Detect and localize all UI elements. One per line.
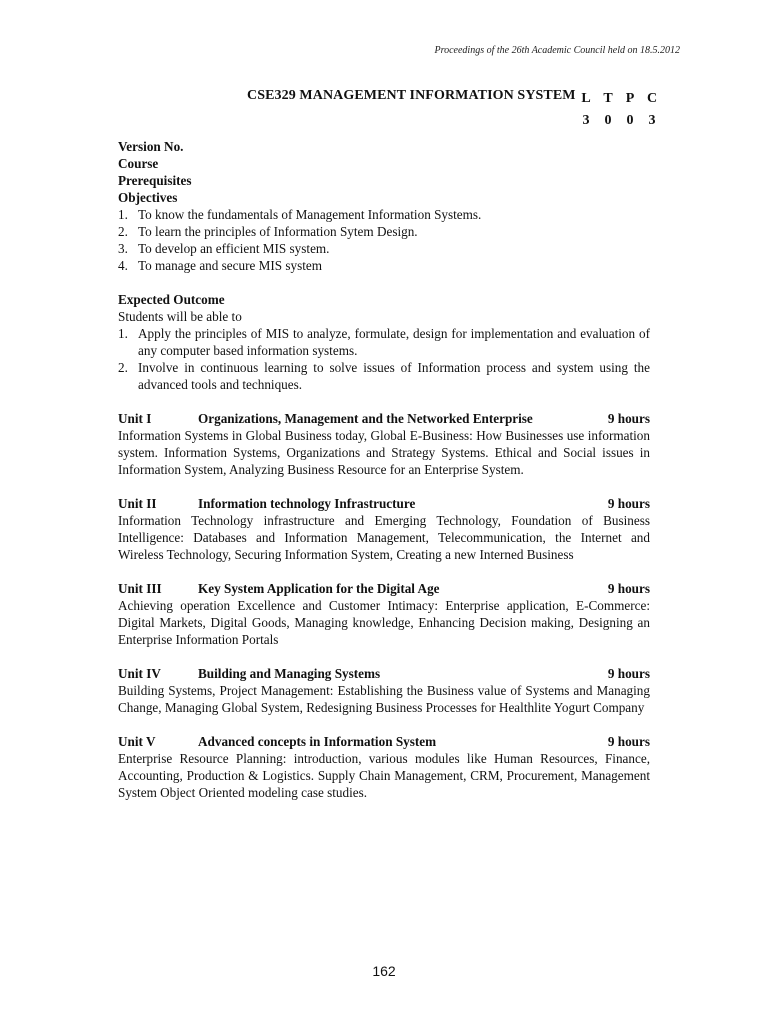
list-item-text: To manage and secure MIS system [138, 258, 323, 273]
list-item-number: 4. [118, 258, 128, 273]
outcome-list [118, 325, 650, 393]
ltpc-value-t: 0 [604, 113, 612, 128]
list-item-number: 3. [118, 241, 128, 256]
objectives-heading: Objectives [118, 190, 178, 205]
unit-hours: 9 hours [607, 666, 650, 681]
unit-heading [118, 580, 650, 597]
unit-title: Information technology Infrastructure [198, 496, 416, 511]
unit-hours: 9 hours [607, 581, 650, 596]
unit-description: Information Systems in Global Business today, Global E-Business: How Businesses use information system. Information Systems, Organizations and Strategy Systems. Ethical and Social issues in Information System, Analyzing Business Resource for an Enterprise System. [118, 428, 650, 477]
unit-hours: 9 hours [607, 411, 650, 426]
unit-title: Building and Managing Systems [198, 666, 381, 681]
ltpc-label-l: L [581, 91, 591, 106]
list-item-text: To know the fundamentals of Management Information Systems. [138, 207, 482, 222]
unit-description: Achieving operation Excellence and Customer Intimacy: Enterprise application, E-Commerce: Digital Markets, Digital Goods, Managing knowledge, Enhancing Decision making, Designing an Enterprise Information Portals [118, 598, 650, 647]
list-item-text: Involve in continuous learning to solve issues of Information process and system using the advanced tools and techniques. [138, 360, 650, 392]
prerequisites-label: Prerequisites [118, 173, 192, 188]
unit-label: Unit IV [118, 666, 161, 681]
section-spacer [118, 274, 650, 291]
list-item-text: Apply the principles of MIS to analyze, formulate, design for implementation and evaluation of any computer based information systems. [138, 326, 650, 358]
ltpc-labels-row [575, 88, 663, 110]
unit-heading [118, 665, 650, 682]
syllabus-content [118, 138, 650, 801]
unit-label: Unit V [118, 734, 156, 749]
unit-description: Building Systems, Project Management: Establishing the Business value of Systems and Managing Change, Managing Global System, Redesigning Business Processes for Healthlite Yogurt Company [118, 683, 650, 715]
list-item-number: 2. [118, 224, 128, 239]
ltpc-table [575, 88, 663, 132]
unit-title: Key System Application for the Digital Age [198, 581, 440, 596]
unit-label: Unit I [118, 411, 152, 426]
course-title: CSE329 MANAGEMENT INFORMATION SYSTEM [247, 88, 576, 103]
ltpc-label-t: T [603, 91, 613, 106]
ltpc-value-p: 0 [626, 113, 634, 128]
list-item-number: 2. [118, 360, 128, 375]
unit-heading [118, 495, 650, 512]
ltpc-label-c: C [646, 91, 658, 106]
proceedings-header: Proceedings of the 26th Academic Council held on 18.5.2012 [434, 45, 680, 56]
expected-outcome-intro: Students will be able to [118, 309, 242, 324]
list-item [118, 257, 650, 274]
ltpc-label-p: P [625, 91, 635, 106]
ltpc-value-c: 3 [648, 113, 656, 128]
list-item [118, 206, 650, 223]
list-item-number: 1. [118, 326, 128, 341]
list-item-number: 1. [118, 207, 128, 222]
unit-heading [118, 733, 650, 750]
unit-heading [118, 410, 650, 427]
unit-label: Unit II [118, 496, 157, 511]
list-item-text: To learn the principles of Information Sytem Design. [138, 224, 418, 239]
unit-description: Information Technology infrastructure and Emerging Technology, Foundation of Business Intelligence: Databases and Information Management, Telecommunication, the Internet and Wireless Technology, Securing Information System, Creating a new Interned Business [118, 513, 650, 562]
page-number: 162 [372, 963, 396, 979]
list-item [118, 359, 650, 393]
unit-hours: 9 hours [607, 496, 650, 511]
unit-title: Advanced concepts in Information System [198, 734, 437, 749]
list-item [118, 223, 650, 240]
ltpc-values-row [575, 110, 663, 132]
version-label: Version No. [118, 139, 184, 154]
unit-label: Unit III [118, 581, 162, 596]
list-item [118, 240, 650, 257]
unit-description: Enterprise Resource Planning: introduction, various modules like Human Resources, Finance, Accounting, Production & Logistics. Supply Chain Management, CRM, Procurement, Management System Object Oriented modeling case studies. [118, 751, 650, 800]
objectives-list [118, 206, 650, 274]
unit-title: Organizations, Management and the Networked Enterprise [198, 411, 533, 426]
unit-hours: 9 hours [607, 734, 650, 749]
course-label: Course [118, 156, 159, 171]
list-item-text: To develop an efficient MIS system. [138, 241, 330, 256]
ltpc-value-l: 3 [582, 113, 590, 128]
expected-outcome-heading: Expected Outcome [118, 292, 225, 307]
list-item [118, 325, 650, 359]
